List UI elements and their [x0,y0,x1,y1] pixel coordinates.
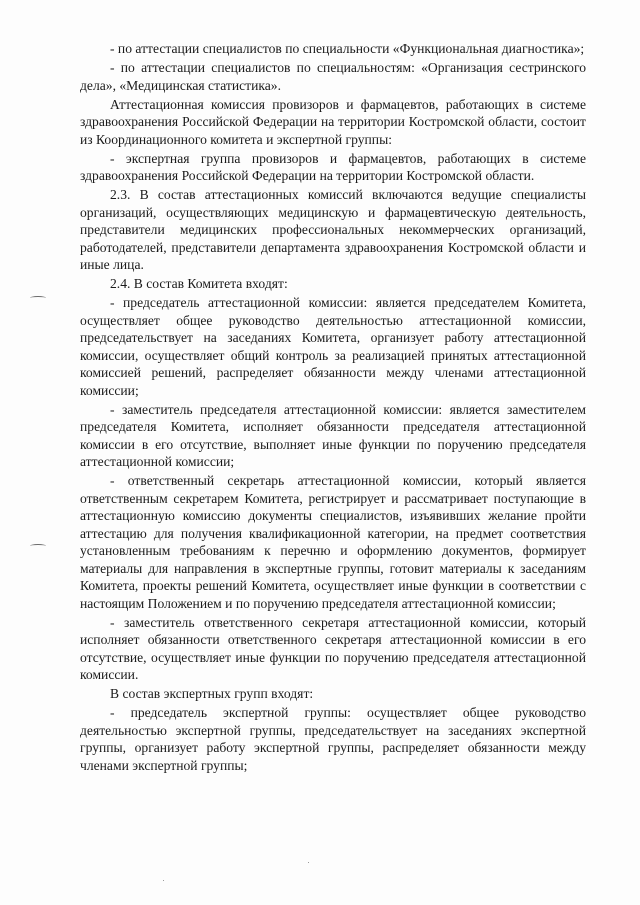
margin-mark [30,296,46,300]
paragraph: - председатель аттестационной комиссии: является председателем Комитета, осуществляет общее руководство деятельностью аттестационной комиссии, председательствует на заседаниях Комитета, организует работу аттестационной комиссии, осуществляет общий контроль за реализацией принятых аттестационной комиссией решений, распределяет обязанности между членами аттестационной комиссии; [80,295,586,398]
paragraph: - председатель экспертной группы: осуществляет общее руководство деятельностью экспертной группы, председательствует на заседаниях экспертной группы, организует работу экспертной группы, распределяет обязанности между членами экспертной группы; [80,705,586,773]
paragraph: - заместитель председателя аттестационной комиссии: является заместителем председателя Комитета, исполняет обязанности председателя аттестационной комиссии в его отсутствие, выполняет иные функции по поручению председателя аттестационной комиссии; [80,401,586,469]
paragraph: - по аттестации специалистов по специальности «Функциональная диагностика»; [110,41,585,56]
paragraph: 2.3. В состав аттестационных комиссий включаются ведущие специалисты организаций, осуществляющих медицинскую и фармацевтическую деятельность, представители медицинских профессиональных некоммерческих организаций, работодателей, представители департамента здравоохранения Костромской области и иные лица. [80,187,586,272]
paragraph: - по аттестации специалистов по специальностям: «Организация сестринского дела», «Медицинская статистика». [80,60,586,93]
paragraph: В состав экспертных групп входят: [110,686,314,701]
scan-speck [163,880,164,881]
document-body [80,40,586,776]
paragraph: Аттестационная комиссия провизоров и фармацевтов, работающих в системе здравоохранения Российской Федерации на территории Костромской области, состоит из Координационного комитета и экспертной группы: [80,96,586,147]
paragraph: - ответственный секретарь аттестационной комиссии, который является ответственным секретарем Комитета, регистрирует и рассматривает поступающие в аттестационную комиссию документы специалистов, изъявивших желание пройти аттестацию для получения квалификационной категории, на предмет соответствия установленным требованиям к перечню и оформлению документов, формирует материалы для направления в экспертные группы, готовит материалы к заседаниям Комитета, проекты решений Комитета, осуществляет иные функции в соответствии с настоящим Положением и по поручению председателя аттестационной комиссии; [80,473,586,611]
paragraph: - заместитель ответственного секретаря аттестационной комиссии, который исполняет обязанности ответственного секретаря аттестационной комиссии в его отсутствие, осуществляет иные функции по поручению председателя аттестационной комиссии. [80,614,586,682]
paragraph: - экспертная группа провизоров и фармацевтов, работающих в системе здравоохранения Российской Федерации на территории Костромской области. [80,150,586,183]
margin-mark [30,544,46,548]
scan-speck [308,862,309,863]
paragraph: 2.4. В состав Комитета входят: [110,276,288,291]
